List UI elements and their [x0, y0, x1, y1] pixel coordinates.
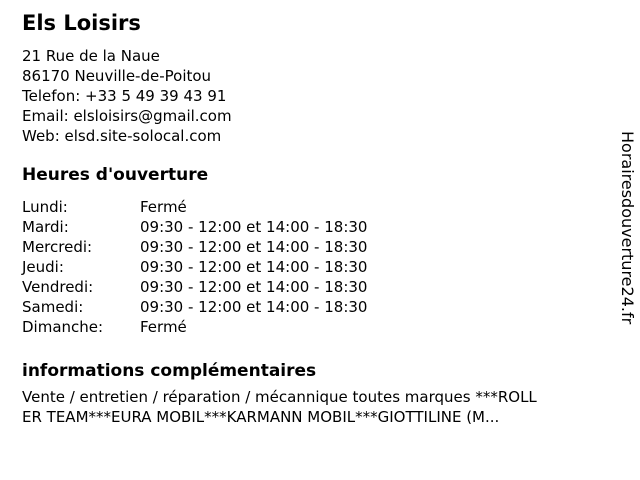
day-hours: 09:30 - 12:00 et 14:00 - 18:30 — [140, 218, 368, 236]
day-label: Mercredi: — [22, 238, 93, 256]
address-line-1: 21 Rue de la Naue — [22, 47, 160, 65]
hours-row — [22, 217, 640, 237]
business-name: Els Loisirs — [22, 11, 141, 35]
day-hours: Fermé — [140, 318, 187, 336]
info-text-line: ER TEAM***EURA MOBIL***KARMANN MOBIL***GIOTTILINE (M... — [22, 408, 500, 426]
hours-row — [22, 317, 640, 337]
phone-line: Telefon: +33 5 49 39 43 91 — [22, 87, 227, 105]
day-label: Vendredi: — [22, 278, 94, 296]
contact-block — [22, 46, 640, 146]
hours-section-title: Heures d'ouverture — [22, 165, 209, 185]
site-watermark: Horairesdouverture24.fr — [618, 131, 637, 325]
info-section-title: informations complémentaires — [22, 361, 317, 381]
hours-row — [22, 297, 640, 317]
day-hours: 09:30 - 12:00 et 14:00 - 18:30 — [140, 278, 368, 296]
hours-row — [22, 237, 640, 257]
day-hours: 09:30 - 12:00 et 14:00 - 18:30 — [140, 258, 368, 276]
web-line: Web: elsd.site-solocal.com — [22, 127, 222, 145]
day-hours: 09:30 - 12:00 et 14:00 - 18:30 — [140, 298, 368, 316]
day-label: Lundi: — [22, 198, 68, 216]
info-text — [22, 387, 640, 427]
day-label: Mardi: — [22, 218, 69, 236]
address-line-2: 86170 Neuville-de-Poitou — [22, 67, 212, 85]
hours-row — [22, 257, 640, 277]
day-hours: 09:30 - 12:00 et 14:00 - 18:30 — [140, 238, 368, 256]
hours-row — [22, 197, 640, 217]
day-hours: Fermé — [140, 198, 187, 216]
hours-table — [22, 197, 640, 337]
hours-row — [22, 277, 640, 297]
day-label: Samedi: — [22, 298, 84, 316]
info-text-line: Vente / entretien / réparation / mécannique toutes marques ***ROLL — [22, 388, 537, 406]
email-line: Email: elsloisirs@gmail.com — [22, 107, 232, 125]
day-label: Dimanche: — [22, 318, 104, 336]
day-label: Jeudi: — [22, 258, 64, 276]
